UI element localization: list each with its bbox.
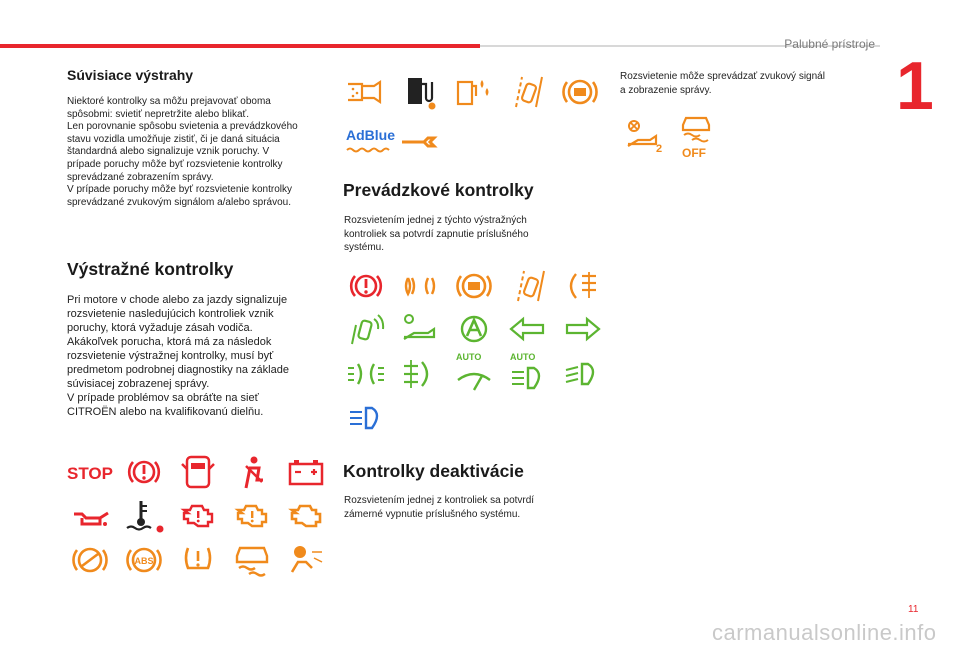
parking-brake-icon <box>560 74 600 110</box>
related-warnings-text: Niektoré kontrolky sa môžu prejavovať oboma spôsobmi: svietiť nepretržite alebo blikať. Len porovnanie spôsobu svietenia a prevádzkového stavu vozidla umožňuje zistiť, či je daná situácia štandardná alebo signalizuje vznik poruchy. V prípade poruchy môže byť rozsvietenie kontrolky sprevádzané zobrazením správy. V prípade poruchy môže byť rozsvietenie kontrolky sprevádzané zvukovým signálom a/alebo správou. <box>67 96 298 208</box>
related-warnings-title: Súvisiace výstrahy <box>67 67 194 83</box>
auto-wiper-icon <box>454 362 494 398</box>
fuel-water-icon <box>452 74 492 110</box>
glow-plug-icon <box>400 268 440 304</box>
turn-left-icon <box>508 311 548 347</box>
warning-lamps-text: Pri motore v chode alebo za jazdy signalizuje rozsvietenie nasledujúcich kontroliek vznik poruchy, ktorá vyžaduje zásah vodiča. Akákoľvek porucha, ktorá má za následok rozsvietenie výstražnej kontrolky, musí byť predmetom podrobnej diagnostiky na základe súvisiacej zobrazenej správy. V prípade problémov sa obráťte na sieť CITROËN alebo na kvalifikovanú dielňu. <box>67 294 289 418</box>
watermark: carmanualsonline.info <box>712 620 937 645</box>
particle-filter-icon <box>344 74 384 110</box>
header-red-bar <box>0 44 480 48</box>
coolant-temperature-icon <box>124 498 164 534</box>
parking-brake-orange-icon <box>454 268 494 304</box>
right-column-text: Rozsvietenie môže sprevádzať zvukový signál a zobrazenie správy. <box>620 71 825 96</box>
stop-icon <box>67 454 113 490</box>
stop-label: STOP <box>67 464 113 483</box>
power-steering-icon <box>70 542 110 578</box>
abs-icon <box>124 542 164 578</box>
rear-fog-light-icon <box>562 268 602 304</box>
brake-warning-icon <box>124 454 164 490</box>
page-number: 11 <box>908 604 919 615</box>
auto-wiper-label: AUTO <box>456 352 482 362</box>
lane-number-label: 2 <box>656 143 663 155</box>
operation-lamps-title: Prevádzkové kontrolky <box>343 180 534 200</box>
lane-assist-green-icon <box>346 311 386 347</box>
deactivation-lamps-title: Kontrolky deaktivácie <box>343 461 524 481</box>
airbag-icon <box>286 542 326 578</box>
engine-fault-red-icon <box>178 498 218 534</box>
section-header: Palubné prístroje <box>784 37 875 51</box>
lane-departure-orange-icon <box>508 268 548 304</box>
abs-label: ABS <box>134 556 154 566</box>
warning-lamps-title: Výstražné kontrolky <box>67 259 234 279</box>
operation-lamps-text: Rozsvietením jednej z týchto výstražných kontroliek sa potvrdí zapnutie príslušného systému. <box>344 215 529 253</box>
auto-hold-icon <box>454 311 494 347</box>
main-beam-icon <box>346 400 386 436</box>
oil-pressure-icon <box>70 498 110 534</box>
engine-fault-orange-icon <box>232 498 272 534</box>
engine-icon <box>286 498 326 534</box>
lane-keeping-off-icon <box>624 118 664 154</box>
off-label: OFF <box>682 146 706 160</box>
fuel-low-icon <box>398 74 438 110</box>
deactivation-lamps-text: Rozsvietením jednej z kontroliek sa potvrdí zámerné vypnutie príslušného systému. <box>344 495 535 520</box>
turn-right-icon <box>562 311 602 347</box>
brake-red-icon <box>346 268 386 304</box>
auto-headlamp-icon <box>508 362 548 398</box>
adblue-wave-icon <box>346 141 390 149</box>
seatbelt-icon <box>232 454 272 490</box>
front-fog-light-icon <box>400 356 440 392</box>
tyre-pressure-icon <box>178 542 218 578</box>
battery-icon <box>286 454 326 490</box>
chapter-number: 1 <box>896 48 934 124</box>
sidelights-icon <box>346 356 386 392</box>
door-open-icon <box>178 454 218 490</box>
service-wrench-icon <box>398 122 438 158</box>
stability-control-icon <box>232 542 272 578</box>
lane-departure-icon <box>506 74 546 110</box>
adblue-label: AdBlue <box>346 127 395 143</box>
speed-limit-recognition-icon <box>400 311 440 347</box>
dipped-beam-icon <box>562 356 602 392</box>
auto-headlamp-label: AUTO <box>510 352 536 362</box>
